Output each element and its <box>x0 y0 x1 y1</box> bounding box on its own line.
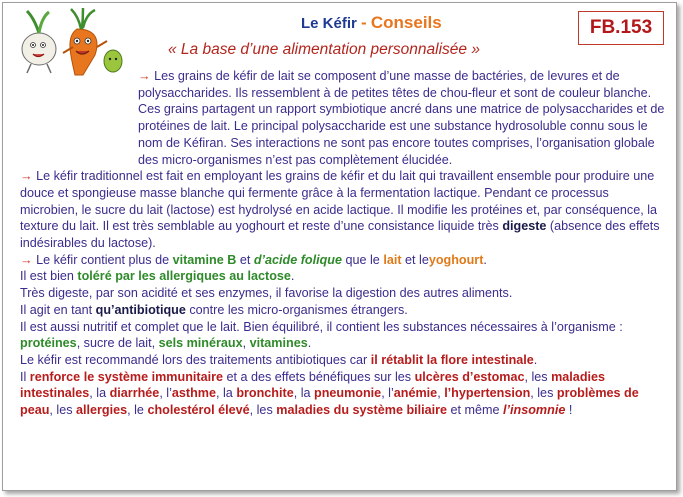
paragraph-text: , l’ <box>381 386 394 401</box>
paragraph-text: . <box>483 252 487 267</box>
paragraph-text: Le kéfir traditionnel est fait en employant les grains de kéfir et du lait qui travaillent ensemble pour produire une douce et spongieuse masse blanche qui fermente grâce à la fermentation lactique. Pendant ce processus microbien, le sucre du lait (lactose) est hydrolysé en acide lactique. Il modifie les protéines et, par conséquence, la texture du lait. Il est très semblable au yoghourt et reste d’une consistance liquide très <box>20 169 658 234</box>
title-conseils: Conseils <box>370 13 442 32</box>
paragraph-text: et le <box>405 252 429 267</box>
highlight-folic-acid: d’acide folique <box>253 252 342 267</box>
paragraph-text: Le kéfir est recommandé lors des traitements antibiotiques car <box>20 352 368 367</box>
paragraph-text: Il agit en tant <box>20 302 93 317</box>
paragraph-digestion <box>20 285 665 302</box>
highlight-skin-problems: problèmes de peau <box>20 386 639 418</box>
paragraph-health-benefits <box>20 369 665 419</box>
highlight-proteins: protéines <box>20 336 77 351</box>
paragraph-text: et a des effets bénéfiques sur les <box>226 369 412 384</box>
paragraph-text: Les grains de kéfir de lait se composent d’une masse de bactéries, de levures et de polysaccharides. Ils ressemblent à de petites têtes de chou-fleur et sont de couleur blanche. Ces grains partagent un rapport symbiotique ancré dans une matrice de polysaccharides et de protéines de lait. Le principal polysaccharide est une substance hydrosoluble connu sous le nom de Kéfiran. Ses interactions ne sont pas encore toutes comprises, l’organisation globale des micro-organismes n’est pas complètement élucidée. <box>138 69 665 167</box>
paragraph-text: . <box>533 352 538 367</box>
page-subtitle: « La base d’une alimentation personnalisée » <box>168 41 480 58</box>
paragraph-composition <box>20 68 665 168</box>
paragraph-vitamins <box>20 252 665 269</box>
paragraph-text: , <box>242 336 247 351</box>
arrow-icon: → <box>20 169 33 184</box>
page-title <box>301 13 442 33</box>
highlight-ulcers: ulcères d’estomac <box>414 369 525 384</box>
paragraph-text: , les <box>524 369 548 384</box>
highlight-immune-system: renforce le système immunitaire <box>29 369 223 384</box>
highlight-lactose-tolerance: toléré par les allergiques au lactose <box>77 269 291 284</box>
highlight-yoghurt: yoghourt <box>428 252 484 267</box>
highlight-insomnia: l’insomnie <box>503 403 566 418</box>
document-code-badge: FB.153 <box>578 11 664 45</box>
paragraph-text: , le <box>127 403 144 418</box>
paragraph-text: , les <box>530 386 554 401</box>
paragraph-text: Il <box>20 369 27 384</box>
paragraph-text: , <box>437 386 441 401</box>
paragraph-antibiotic <box>20 302 665 319</box>
paragraph-text: , la <box>89 386 107 401</box>
highlight-cholesterol: cholestérol élevé <box>147 403 250 418</box>
highlight-asthma: asthme <box>171 386 217 401</box>
paragraph-text: , sucre de lait, <box>76 336 156 351</box>
paragraph-text: Il est aussi nutritif et complet que le lait. Bien équilibré, il contient les substances nécessaires à l’organisme : <box>20 319 623 334</box>
paragraph-text: . <box>290 269 295 284</box>
highlight-bronchitis: bronchite <box>236 386 294 401</box>
paragraph-nutrition <box>20 319 665 352</box>
paragraph-text: . <box>307 336 312 351</box>
paragraph-text: , l’ <box>159 386 172 401</box>
highlight-milk: lait <box>383 252 402 267</box>
highlight-hypertension: l’hypertension <box>444 386 531 401</box>
highlight-vitamins: vitamines <box>249 336 308 351</box>
paragraph-text: Le kéfir contient plus de <box>36 252 170 267</box>
highlight-allergies: allergies <box>76 403 128 418</box>
paragraph-text: que le <box>345 252 380 267</box>
paragraph-text: contre les micro-organismes étrangers. <box>189 302 408 317</box>
vegetable-characters-icon <box>9 7 129 77</box>
highlight-intestinal-flora: il rétablit la flore intestinale <box>370 352 534 367</box>
highlight-minerals: sels minéraux <box>158 336 243 351</box>
article-body <box>20 68 665 419</box>
highlight-anemia: anémie <box>393 386 438 401</box>
paragraph-tolerance <box>20 268 665 285</box>
highlight-vitamin-b: vitamine B <box>172 252 237 267</box>
paragraph-antibiotic-treatment <box>20 352 665 369</box>
highlight-biliary-diseases: maladies du système biliaire <box>276 403 448 418</box>
arrow-icon: → <box>138 69 151 83</box>
highlight-antibiotic: qu’antibiotique <box>95 302 186 317</box>
highlight-intestinal-diseases: maladies intestinales <box>20 369 606 401</box>
paragraph-fermentation <box>20 168 665 252</box>
paragraph-text: et même <box>450 403 500 418</box>
title-dash: - <box>361 13 367 32</box>
paragraph-text: et <box>239 252 251 267</box>
title-main: Le Kéfir <box>301 15 357 32</box>
paragraph-text: , les <box>49 403 73 418</box>
paragraph-text: (absence des effets indésirables du lactose). <box>20 219 660 251</box>
paragraph-text: Il est bien <box>20 269 74 284</box>
paragraph-text: , les <box>249 403 273 418</box>
paragraph-text: , la <box>293 386 311 401</box>
highlight-diarrhea: diarrhée <box>109 386 160 401</box>
paragraph-text: ! <box>568 403 573 418</box>
arrow-icon: → <box>20 252 33 267</box>
paragraph-text: Très digeste, par son acidité et ses enzymes, il favorise la digestion des autres aliments. <box>20 286 513 301</box>
highlight-pneumonia: pneumonie <box>314 386 382 401</box>
paragraph-text: , la <box>216 386 233 401</box>
info-card <box>2 2 677 491</box>
highlight-digeste: digeste <box>502 219 547 234</box>
